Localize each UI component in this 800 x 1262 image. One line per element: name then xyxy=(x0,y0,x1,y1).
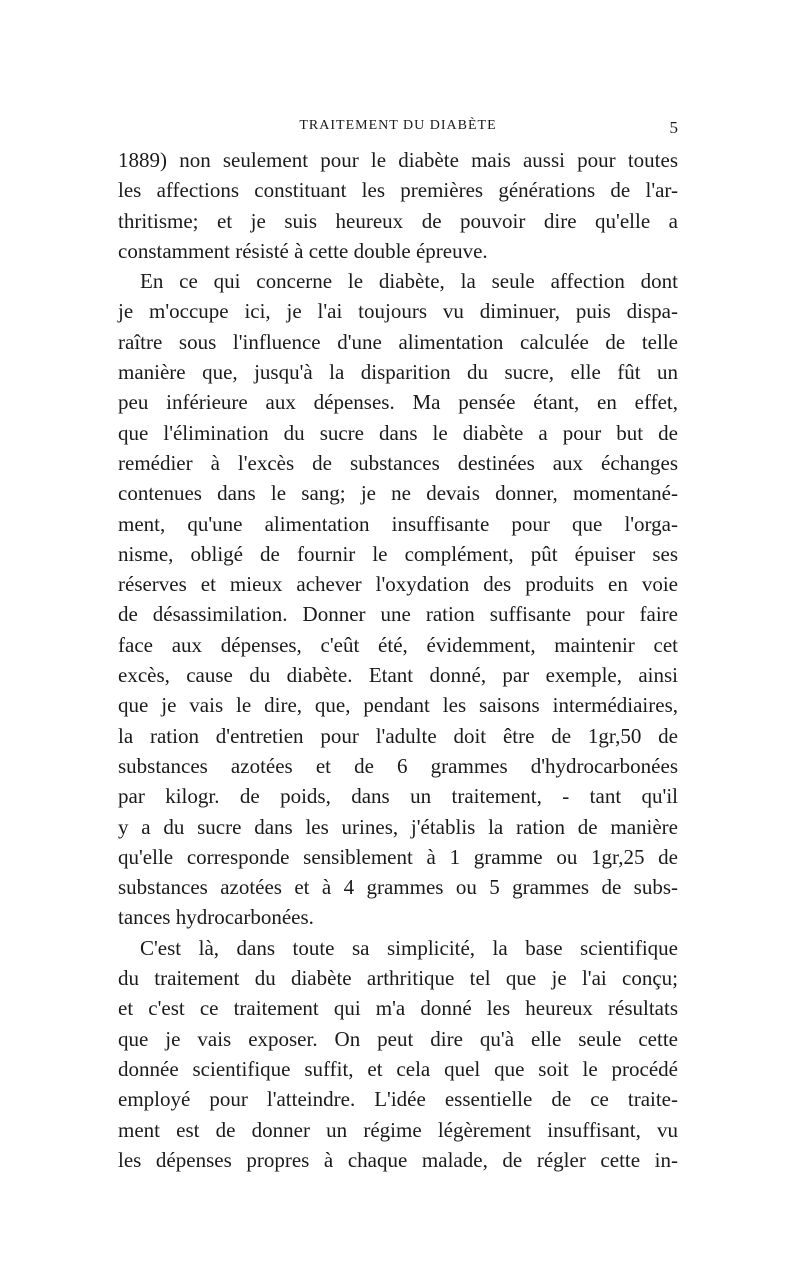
text-line: les dépenses propres à chaque malade, de régler cette in- xyxy=(118,1147,678,1172)
text-line: substances azotées et à 4 grammes ou 5 grammes de subs- xyxy=(118,875,678,900)
text-line: du traitement du diabète arthritique tel que je l'ai conçu; xyxy=(118,966,678,991)
text-line: raître sous l'influence d'une alimentation calculée de telle xyxy=(118,329,678,354)
text-line: En ce qui concerne le diabète, la seule affection dont xyxy=(140,269,678,294)
text-line: ment est de donner un régime légèrement insuffisant, vu xyxy=(118,1117,678,1142)
text-line: par kilogr. de poids, dans un traitement, - tant qu'il xyxy=(118,784,678,809)
text-line: et c'est ce traitement qui m'a donné les heureux résultats xyxy=(118,996,678,1021)
text-line: y a du sucre dans les urines, j'établis la ration de manière xyxy=(118,814,678,839)
text-line: que je vais exposer. On peut dire qu'à elle seule cette xyxy=(118,1026,678,1051)
text-line: donnée scientifique suffit, et cela quel que soit le procédé xyxy=(118,1056,678,1081)
text-line: excès, cause du diabète. Etant donné, par exemple, ainsi xyxy=(118,663,678,688)
text-line: 1889) non seulement pour le diabète mais aussi pour toutes xyxy=(118,148,678,172)
text-line: nisme, obligé de fournir le complément, pût épuiser ses xyxy=(118,541,678,566)
text-line: substances azotées et de 6 grammes d'hydrocarbonées xyxy=(118,753,678,778)
text-line: que je vais le dire, que, pendant les saisons intermédiaires, xyxy=(118,693,678,718)
text-line: les affections constituant les premières générations de l'ar- xyxy=(118,178,678,203)
body-text xyxy=(118,145,678,1175)
page-number: 5 xyxy=(669,118,678,137)
running-head xyxy=(118,118,678,140)
text-line: je m'occupe ici, je l'ai toujours vu diminuer, puis dispa- xyxy=(118,299,678,324)
text-line: C'est là, dans toute sa simplicité, la base scientifique xyxy=(140,935,678,960)
text-line: réserves et mieux achever l'oxydation des produits en voie xyxy=(118,572,678,597)
running-title: TRAITEMENT DU DIABÈTE xyxy=(299,118,497,133)
text-line: employé pour l'atteindre. L'idée essentielle de ce traite- xyxy=(118,1087,678,1112)
text-line: thritisme; et je suis heureux de pouvoir dire qu'elle a xyxy=(118,208,678,233)
text-line: tances hydrocarbonées. xyxy=(118,905,314,930)
text-line: contenues dans le sang; je ne devais donner, momentané- xyxy=(118,481,678,506)
text-line: ment, qu'une alimentation insuffisante pour que l'orga- xyxy=(118,511,678,536)
text-line: peu inférieure aux dépenses. Ma pensée étant, en effet, xyxy=(118,390,678,415)
text-line: constamment résisté à cette double épreuve. xyxy=(118,238,488,263)
text-line: remédier à l'excès de substances destinées aux échanges xyxy=(118,450,678,475)
text-line: qu'elle corresponde sensiblement à 1 gramme ou 1gr,25 de xyxy=(118,844,678,869)
text-line: que l'élimination du sucre dans le diabète a pour but de xyxy=(118,420,678,445)
text-line: de désassimilation. Donner une ration suffisante pour faire xyxy=(118,602,678,627)
text-line: manière que, jusqu'à la disparition du sucre, elle fût un xyxy=(118,360,678,385)
text-line: la ration d'entretien pour l'adulte doit être de 1gr,50 de xyxy=(118,723,678,748)
text-line: face aux dépenses, c'eût été, évidemment, maintenir cet xyxy=(118,632,678,657)
